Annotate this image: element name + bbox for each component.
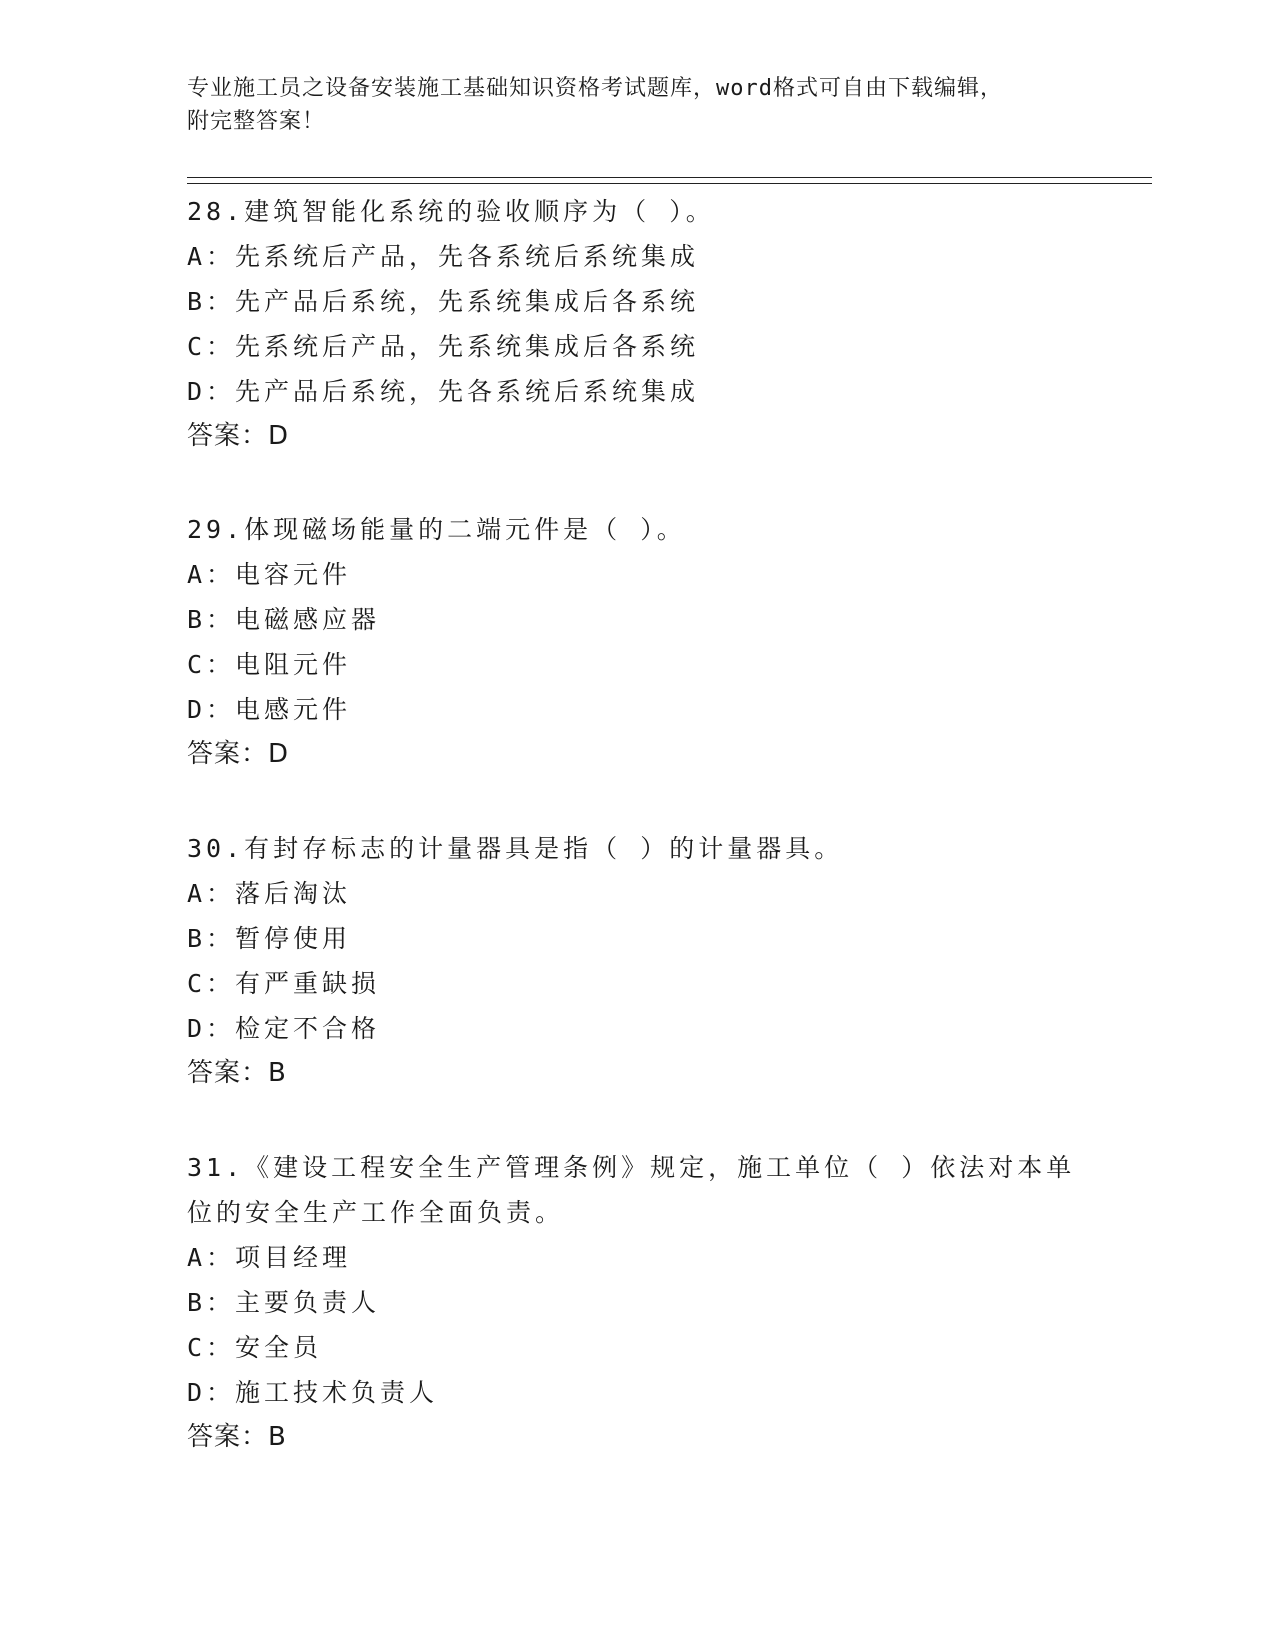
option-c: C：安全员 bbox=[187, 1333, 323, 1362]
option-d: D：施工技术负责人 bbox=[187, 1378, 439, 1407]
question-31 bbox=[187, 1145, 1087, 1460]
question-28 bbox=[187, 189, 1087, 459]
answer: 答案：D bbox=[187, 739, 290, 769]
header-line-1: 专业施工员之设备安装施工基础知识资格考试题库，word格式可自由下载编辑， bbox=[187, 76, 1003, 101]
answer: 答案：B bbox=[187, 1058, 287, 1088]
question-29 bbox=[187, 507, 1087, 777]
option-a: A：落后淘汰 bbox=[187, 879, 352, 908]
option-c: C：先系统后产品，先系统集成后各系统 bbox=[187, 332, 700, 361]
option-b: B：主要负责人 bbox=[187, 1288, 381, 1317]
option-b: B：电磁感应器 bbox=[187, 605, 381, 634]
question-stem: 29.体现磁场能量的二端元件是（ ）。 bbox=[187, 515, 686, 544]
question-stem: 28.建筑智能化系统的验收顺序为（ ）。 bbox=[187, 197, 715, 226]
option-d: D：电感元件 bbox=[187, 695, 352, 724]
option-c: C：有严重缺损 bbox=[187, 969, 381, 998]
option-d: D：检定不合格 bbox=[187, 1014, 381, 1043]
option-b: B：先产品后系统，先系统集成后各系统 bbox=[187, 287, 700, 316]
question-stem-line-1: 31.《建设工程安全生产管理条例》规定，施工单位（ ）依法对本单 bbox=[187, 1153, 1076, 1182]
answer: 答案：B bbox=[187, 1422, 287, 1452]
question-stem: 30.有封存标志的计量器具是指（ ）的计量器具。 bbox=[187, 834, 844, 863]
question-stem-line-2: 位的安全生产工作全面负责。 bbox=[187, 1198, 565, 1227]
option-a: A：先系统后产品，先各系统后系统集成 bbox=[187, 242, 700, 271]
option-c: C：电阻元件 bbox=[187, 650, 352, 679]
option-a: A：电容元件 bbox=[187, 560, 352, 589]
option-b: B：暂停使用 bbox=[187, 924, 352, 953]
option-a: A：项目经理 bbox=[187, 1243, 352, 1272]
header-divider-bottom bbox=[187, 183, 1152, 184]
option-d: D：先产品后系统，先各系统后系统集成 bbox=[187, 377, 700, 406]
document-header bbox=[187, 72, 1087, 138]
question-30 bbox=[187, 826, 1087, 1096]
answer: 答案：D bbox=[187, 421, 290, 451]
header-divider-top bbox=[187, 177, 1152, 178]
header-line-2: 附完整答案！ bbox=[187, 109, 326, 134]
